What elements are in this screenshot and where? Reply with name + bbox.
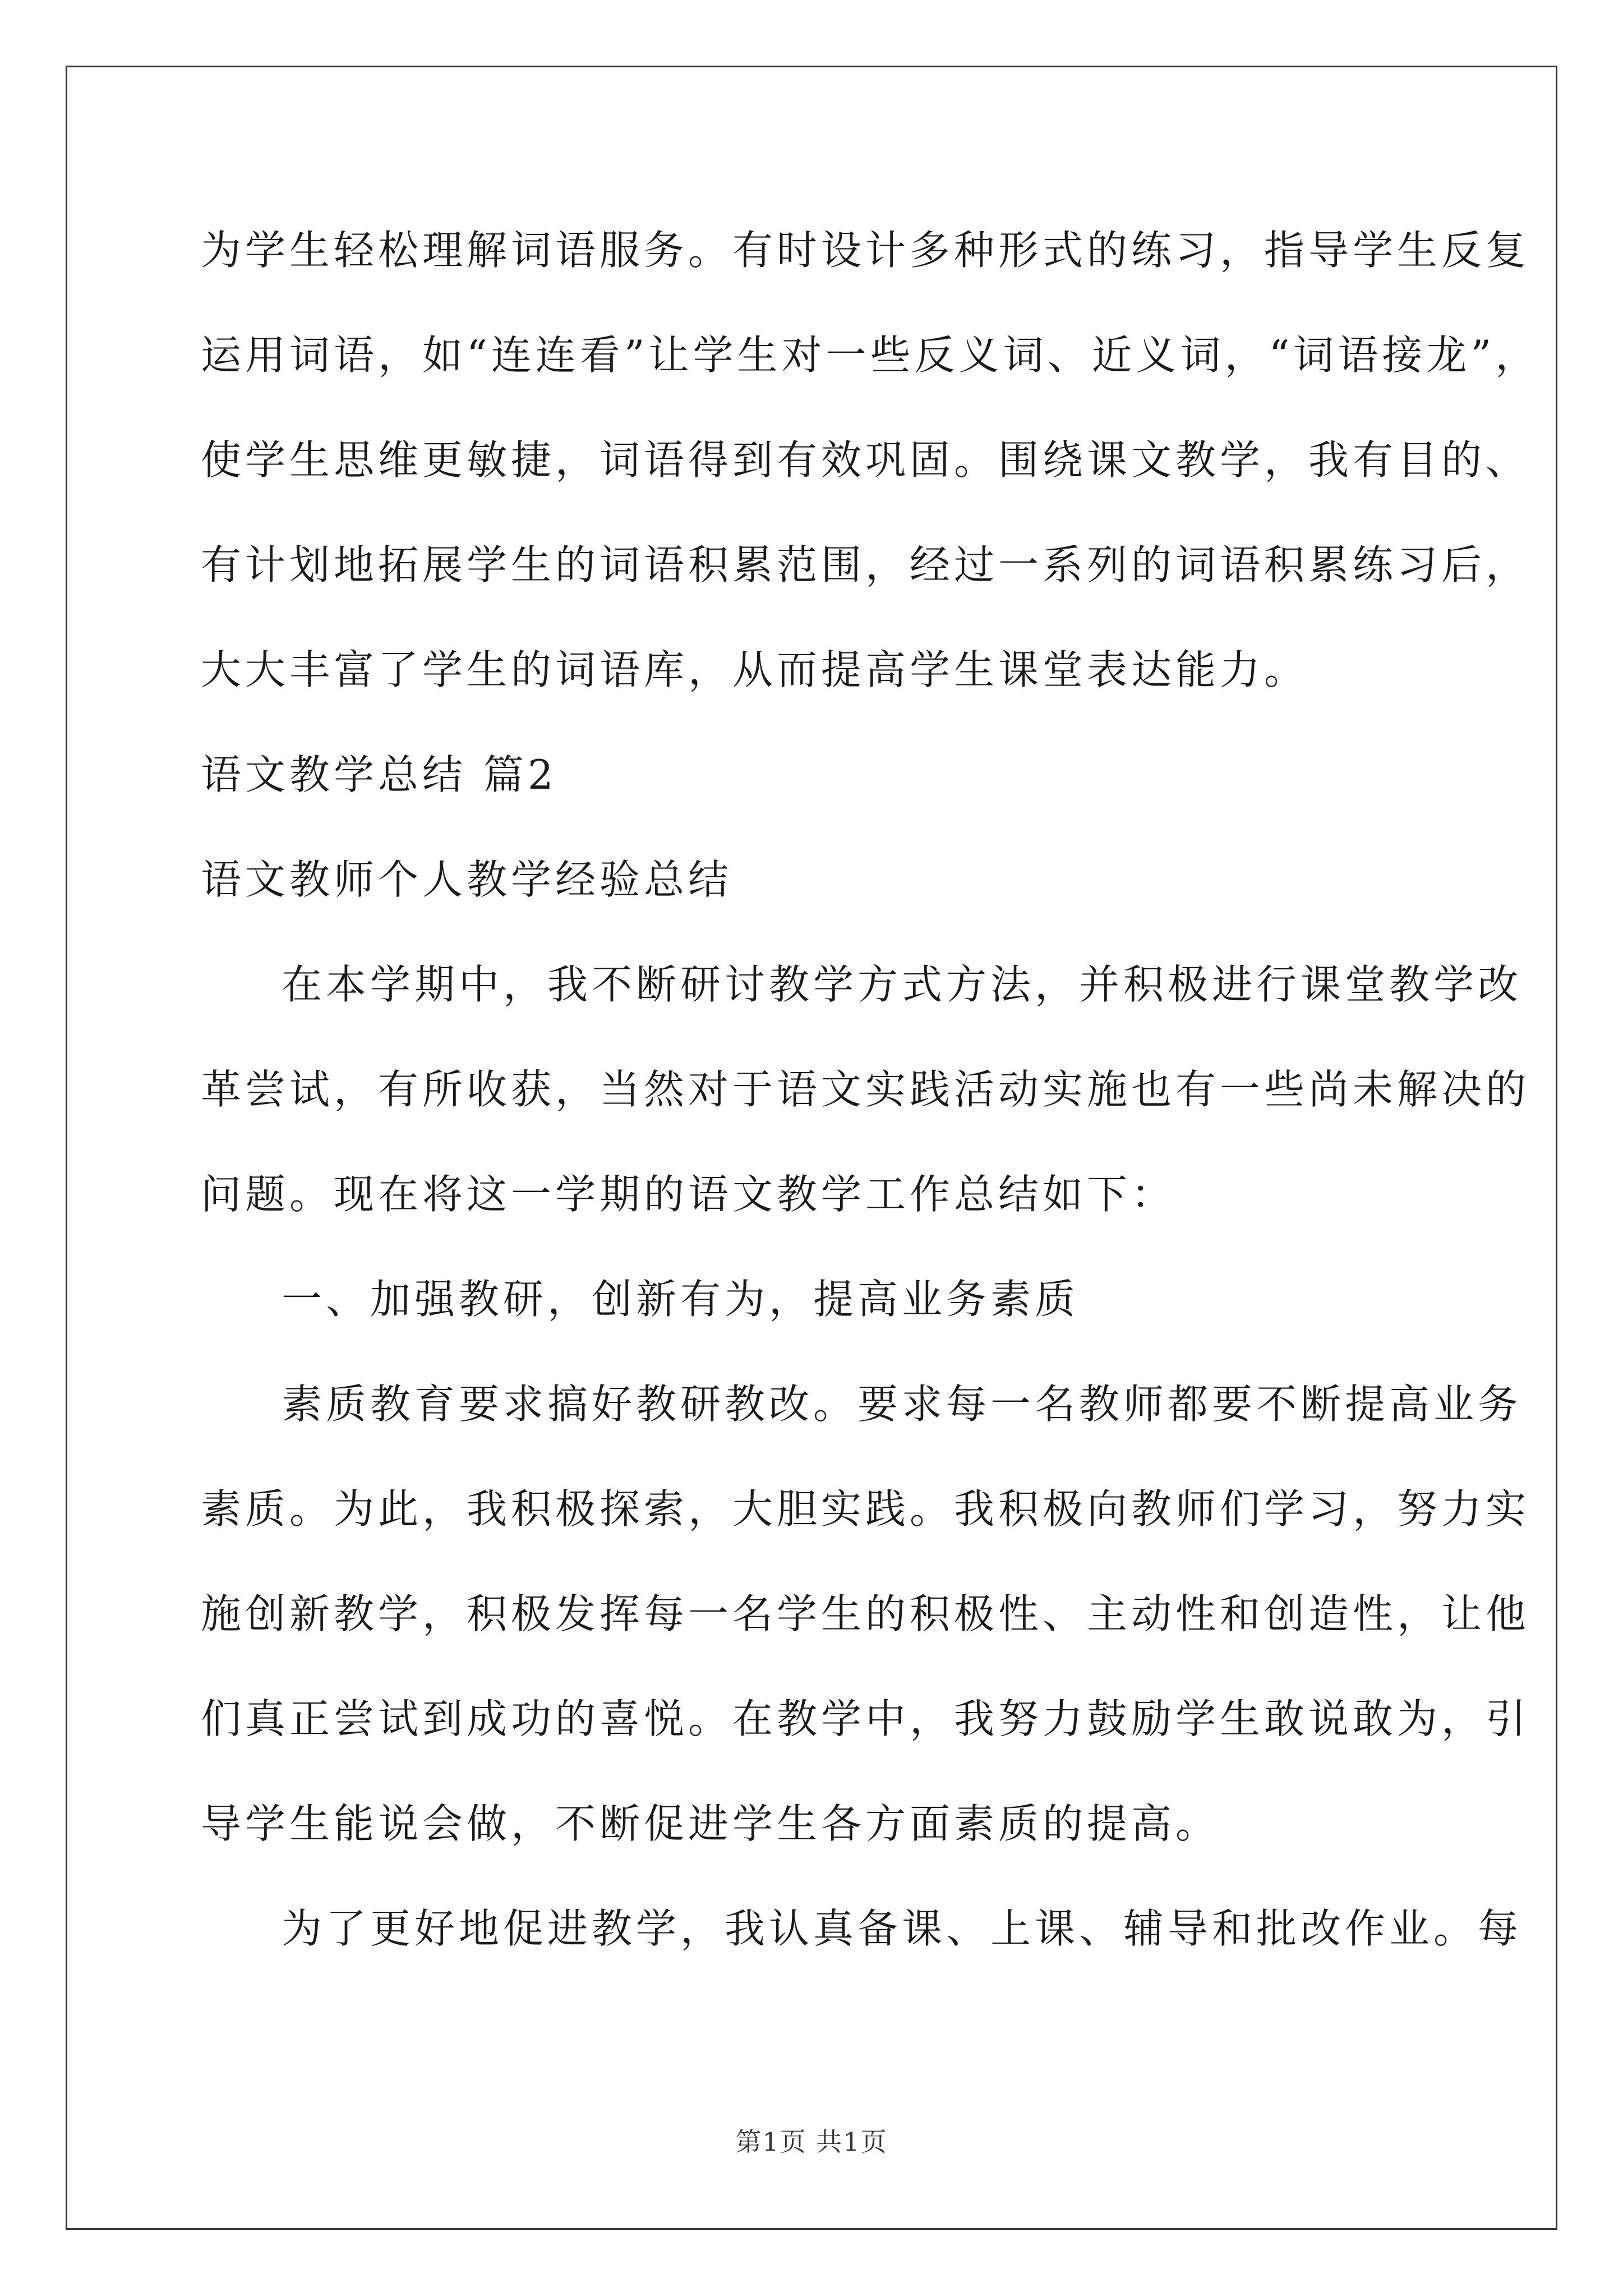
document-title: 语文教师个人教学经验总结 [201,856,733,903]
paragraph-line: 导学生能说会做，不断促进学生各方面素质的提高。 [201,1800,1220,1847]
paragraph-line: 革尝试，有所收获，当然对于语文实践活动实施也有一些尚未解决的 [201,1066,1530,1113]
paragraph-line: 为了更好地促进教学，我认真备课、上课、辅导和批改作业。每 [282,1905,1523,1952]
paragraph-line: 使学生思维更敏捷，词语得到有效巩固。围绕课文教学，我有目的、 [201,436,1530,484]
subsection-heading: 一、加强教研，创新有为，提高业务素质 [282,1276,1080,1323]
paragraph-line: 大大丰富了学生的词语库，从而提高学生课堂表达能力。 [201,646,1309,693]
paragraph-line: 施创新教学，积极发挥每一名学生的积极性、主动性和创造性，让他 [201,1590,1530,1637]
paragraph-line: 在本学期中，我不断研讨教学方式方法，并积极进行课堂教学改 [282,961,1523,1008]
page-footer: 第1页 共1页 [735,2127,888,2157]
paragraph-line: 素质教育要求搞好教研教改。要求每一名教师都要不断提高业务 [282,1381,1523,1428]
paragraph-line: 有计划地拓展学生的词语积累范围，经过一系列的词语积累练习后， [201,541,1530,588]
paragraph-line: 们真正尝试到成功的喜悦。在教学中，我努力鼓励学生敢说敢为，引 [201,1695,1530,1742]
paragraph-line: 问题。现在将这一学期的语文教学工作总结如下： [201,1171,1176,1218]
section-heading: 语文教学总结 篇2 [201,751,557,798]
paragraph-line: 运用词语，如“连连看”让学生对一些反义词、近义词，“词语接龙”， [201,332,1540,379]
paragraph-line: 素质。为此，我积极探索，大胆实践。我积极向教师们学习，努力实 [201,1485,1530,1533]
paragraph-line: 为学生轻松理解词语服务。有时设计多种形式的练习，指导学生反复 [201,227,1530,274]
